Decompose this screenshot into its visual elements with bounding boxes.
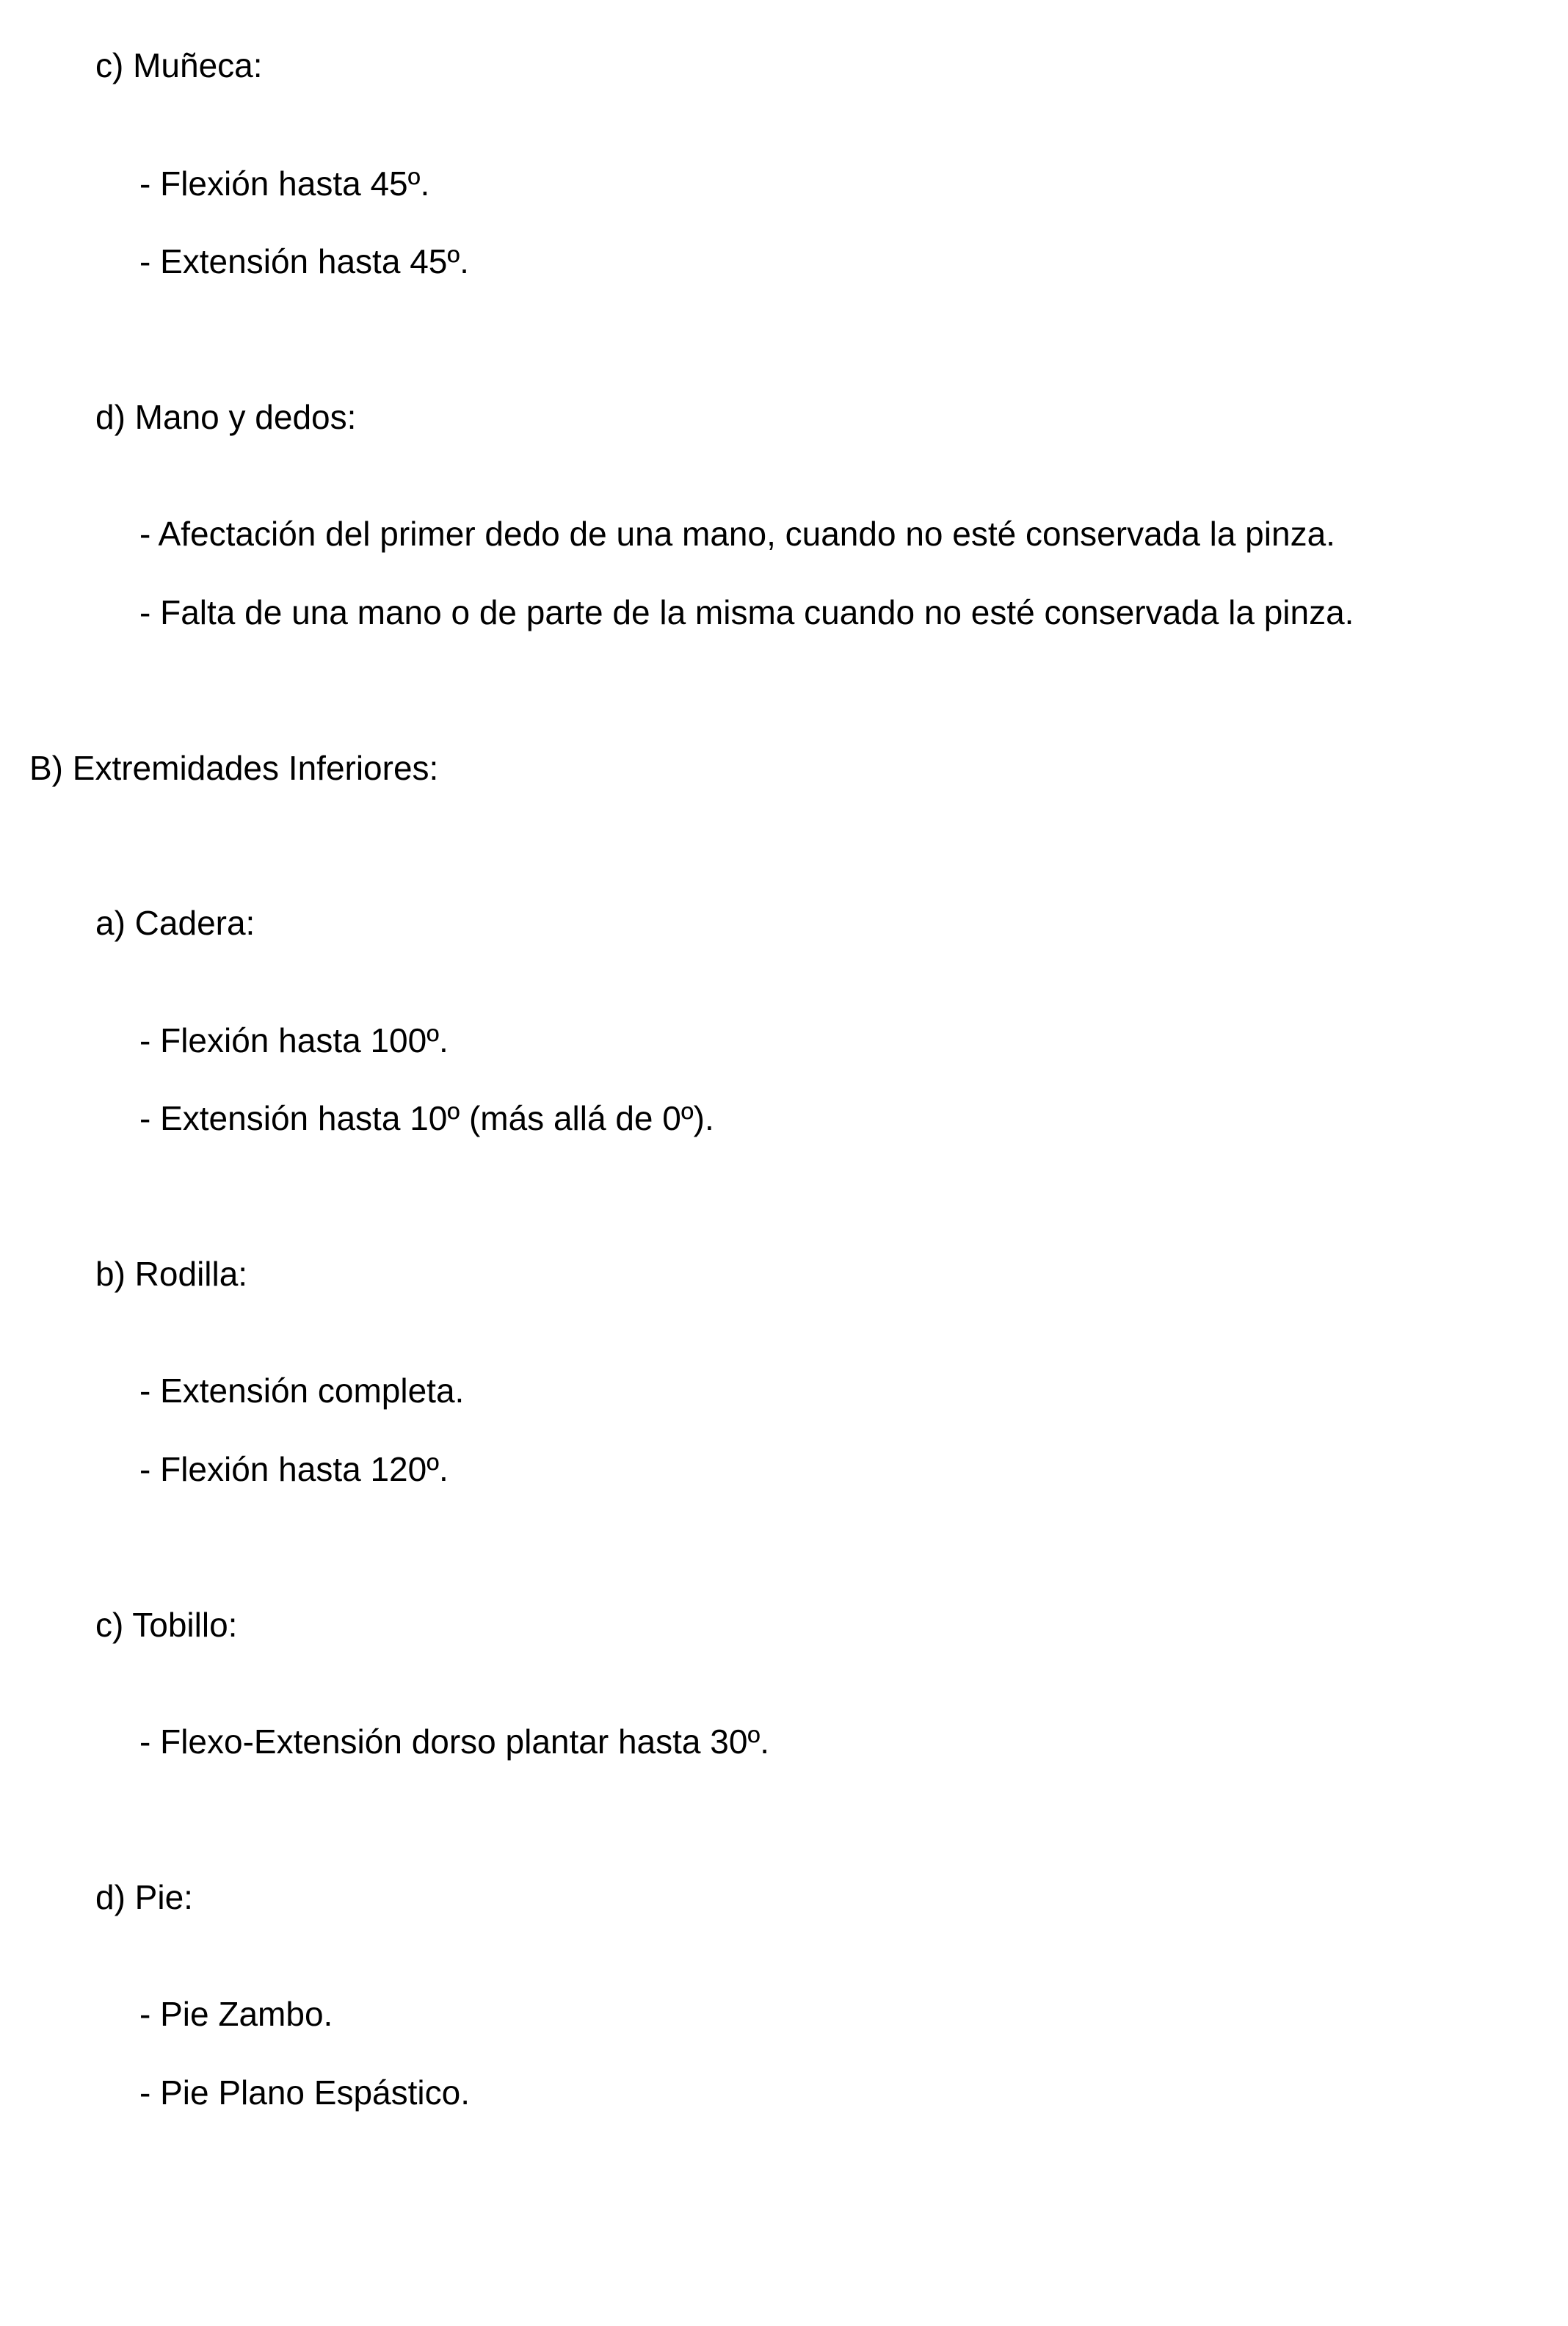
list-item: - Pie Zambo. [139,1995,333,2033]
list-item: - Extensión hasta 45º. [139,242,469,280]
section-heading-tobillo: c) Tobillo: [95,1606,238,1644]
section-title-extremidades-inferiores: B) Extremidades Inferiores: [29,749,439,787]
section-heading-muneca: c) Muñeca: [95,46,263,84]
section-heading-mano-y-dedos: d) Mano y dedos: [95,398,357,436]
list-item: - Flexión hasta 100º. [139,1021,449,1059]
list-item: - Flexión hasta 120º. [139,1450,449,1488]
list-item: - Falta de una mano o de parte de la misma cuando no esté conservada la pinza. [139,593,1354,631]
list-item: - Pie Plano Espástico. [139,2073,471,2112]
section-heading-pie: d) Pie: [95,1878,193,1916]
list-item: - Extensión hasta 10º (más allá de 0º). [139,1099,714,1137]
section-heading-rodilla: b) Rodilla: [95,1255,248,1293]
list-item: - Flexión hasta 45º. [139,164,430,203]
list-item: - Flexo-Extensión dorso plantar hasta 30º. [139,1722,770,1761]
list-item: - Afectación del primer dedo de una mano, cuando no esté conservada la pinza. [139,515,1335,553]
section-heading-cadera: a) Cadera: [95,904,255,942]
list-item: - Extensión completa. [139,1372,465,1410]
